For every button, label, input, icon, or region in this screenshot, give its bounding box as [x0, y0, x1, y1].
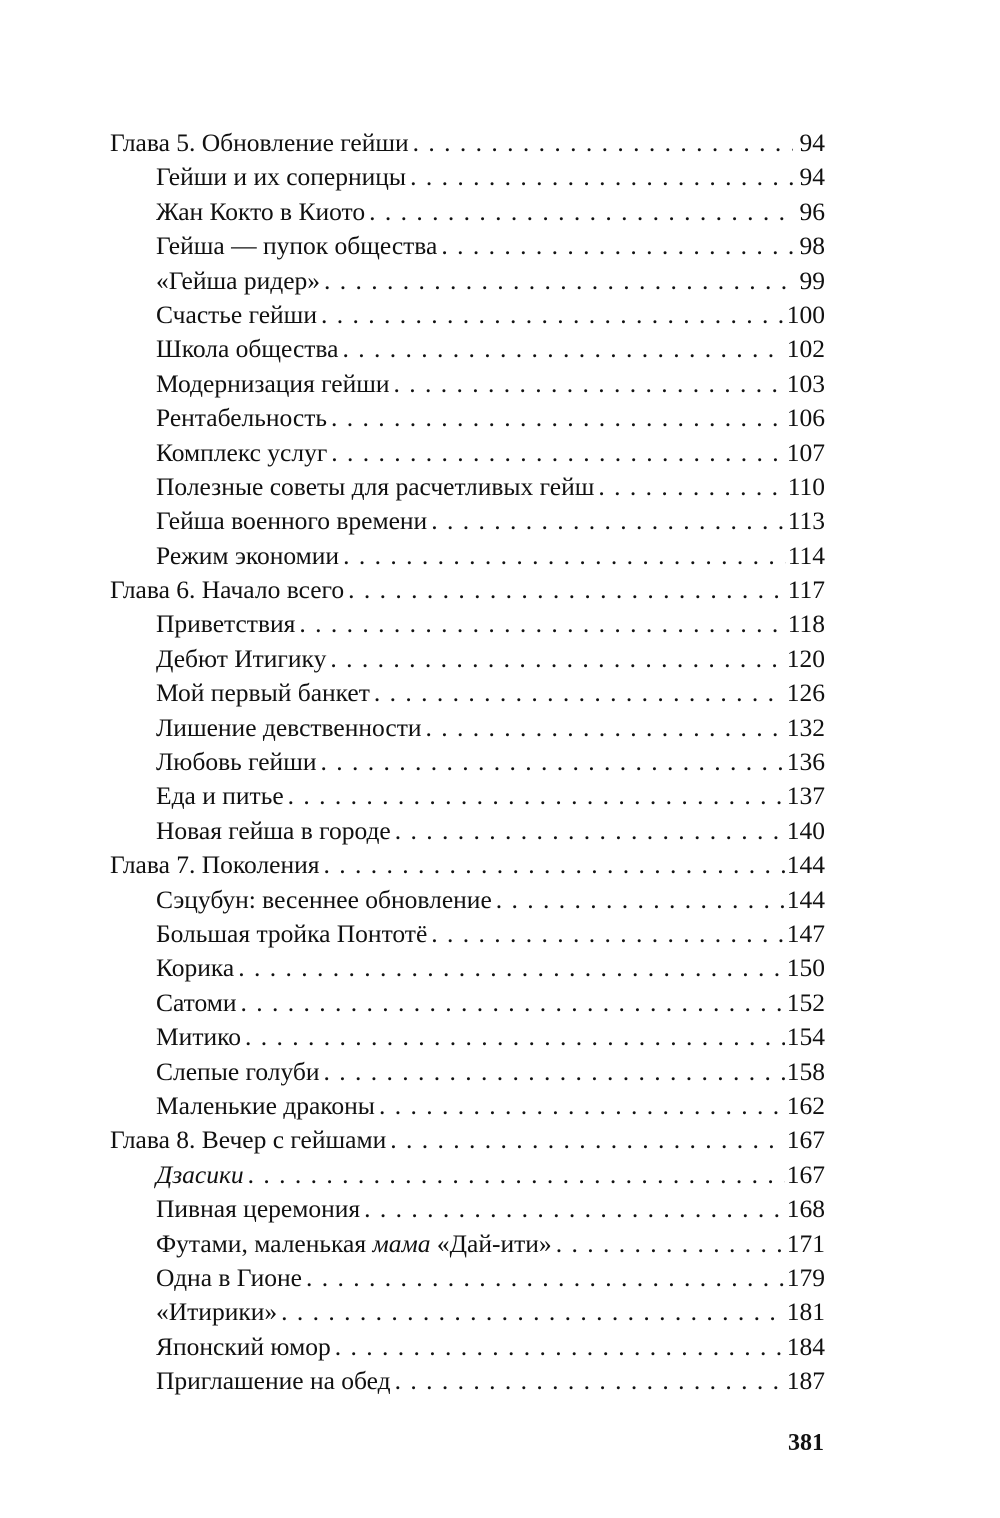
- toc-entry-title: Мой первый банкет: [156, 678, 370, 708]
- dot-leader: [330, 642, 784, 676]
- toc-entry-title: Счастье гейши: [156, 299, 317, 329]
- toc-section: [110, 779, 825, 813]
- toc-entry-title: Полезные советы для расчетливых гейш: [156, 471, 595, 501]
- toc-section: [110, 986, 825, 1020]
- toc-entry-page: 147: [786, 918, 825, 948]
- toc-chapter: [110, 848, 825, 882]
- toc-entry-page: 110: [787, 471, 825, 501]
- dot-leader: [441, 229, 793, 263]
- toc-entry-title: Гейша — пупок общества: [156, 231, 438, 261]
- dot-leader: [496, 883, 785, 917]
- toc-entry-page: 144: [786, 850, 825, 880]
- dot-leader: [395, 1364, 785, 1398]
- toc-entry-title: Пивная церемония: [156, 1194, 361, 1224]
- toc-entry-page: 120: [786, 643, 825, 673]
- toc-entry-title: Сэцубун: весеннее обновление: [156, 884, 492, 914]
- toc-entry-title: Комплекс услуг: [156, 437, 328, 467]
- dot-leader: [324, 848, 785, 882]
- toc-entry-page: 137: [786, 781, 825, 811]
- toc-entry-title: Глава 6. Начало всего: [110, 575, 345, 605]
- dot-leader: [390, 1123, 785, 1157]
- dot-leader: [394, 367, 785, 401]
- dot-leader: [413, 126, 793, 160]
- toc-entry-page: 179: [786, 1262, 825, 1292]
- toc-entry-title: Рентабельность: [156, 403, 328, 433]
- dot-leader: [598, 470, 785, 504]
- toc-entry-title: Школа общества: [156, 334, 339, 364]
- dot-leader: [426, 711, 785, 745]
- toc-entry-page: 114: [787, 540, 825, 570]
- dot-leader: [374, 676, 785, 710]
- toc-section: [110, 1020, 825, 1054]
- toc-entry-title: Любовь гейши: [156, 747, 317, 777]
- dot-leader: [321, 298, 785, 332]
- toc-section: [110, 607, 825, 641]
- toc-section: [110, 917, 825, 951]
- toc-entry-title: «Итирики»: [156, 1297, 278, 1327]
- toc-entry-page: 107: [786, 437, 825, 467]
- toc-section: [110, 195, 825, 229]
- toc-entry-title: Модернизация гейши: [156, 368, 390, 398]
- toc-entry-page: 103: [786, 368, 825, 398]
- dot-leader: [364, 1192, 785, 1226]
- dot-leader: [331, 436, 784, 470]
- dot-leader: [238, 951, 785, 985]
- toc-section: [110, 1055, 825, 1089]
- table-of-contents: [110, 126, 825, 1398]
- toc-entry-title: Глава 5. Обновление гейши: [110, 128, 409, 157]
- toc-entry-page: 168: [786, 1194, 825, 1224]
- toc-entry-title-italic: Дзасики: [156, 1159, 244, 1189]
- dot-leader: [306, 1261, 785, 1295]
- dot-leader: [556, 1227, 785, 1261]
- dot-leader: [241, 986, 785, 1020]
- toc-entry-title: [156, 1158, 244, 1192]
- dot-leader: [431, 504, 786, 538]
- dot-leader: [431, 917, 784, 951]
- toc-section: [110, 1227, 825, 1261]
- toc-section: [110, 951, 825, 985]
- toc-entry-page: 136: [786, 747, 825, 777]
- toc-entry-title: [156, 1227, 552, 1261]
- toc-entry-title: Слепые голуби: [156, 1056, 320, 1086]
- toc-entry-title: Глава 7. Поколения: [110, 850, 320, 880]
- toc-entry-page: 94: [799, 128, 825, 157]
- toc-entry-title: Глава 8. Вечер с гейшами: [110, 1125, 387, 1155]
- toc-section: [110, 332, 825, 366]
- dot-leader: [331, 401, 785, 435]
- toc-section: [110, 160, 825, 194]
- toc-entry-title: Еда и питье: [156, 781, 284, 811]
- toc-entry-title: Режим экономии: [156, 540, 340, 570]
- toc-section: [110, 470, 825, 504]
- dot-leader: [335, 1330, 785, 1364]
- toc-section: [110, 676, 825, 710]
- toc-entry-page: 96: [799, 196, 825, 226]
- toc-entry-page: 150: [786, 953, 825, 983]
- toc-entry-title: Жан Кокто в Киото: [156, 196, 366, 226]
- toc-section: [110, 504, 825, 538]
- toc-section: [110, 229, 825, 263]
- toc-entry-page: 158: [786, 1056, 825, 1086]
- toc-entry-page: 106: [786, 403, 825, 433]
- dot-leader: [299, 607, 785, 641]
- toc-section: [110, 1295, 825, 1329]
- dot-leader: [324, 1055, 785, 1089]
- dot-leader: [348, 573, 786, 607]
- toc-section: [110, 367, 825, 401]
- toc-entry-page: 117: [787, 575, 825, 605]
- toc-entry-page: 118: [787, 609, 825, 639]
- toc-section: [110, 745, 825, 779]
- toc-entry-page: 140: [786, 815, 825, 845]
- dot-leader: [343, 539, 786, 573]
- toc-section: [110, 1192, 825, 1226]
- toc-section: [110, 883, 825, 917]
- toc-entry-title: Лишение девственности: [156, 712, 422, 742]
- toc-entry-title: Японский юмор: [156, 1331, 331, 1361]
- toc-entry-title-part: Футами, маленькая: [156, 1228, 373, 1258]
- toc-section: [110, 642, 825, 676]
- toc-section: [110, 264, 825, 298]
- toc-section: [110, 539, 825, 573]
- toc-section: [110, 711, 825, 745]
- toc-entry-title: Приглашение на обед: [156, 1366, 391, 1396]
- toc-chapter: [110, 1123, 825, 1157]
- toc-entry-title-italic: мама: [372, 1228, 431, 1258]
- toc-entry-page: 98: [799, 231, 825, 261]
- dot-leader: [369, 195, 793, 229]
- toc-entry-title: Гейши и их соперницы: [156, 162, 407, 192]
- dot-leader: [288, 779, 785, 813]
- toc-entry-page: 100: [786, 299, 825, 329]
- toc-entry-title: Митико: [156, 1022, 241, 1052]
- dot-leader: [320, 745, 784, 779]
- toc-entry-page: 167: [786, 1125, 825, 1155]
- toc-entry-title: Сатоми: [156, 987, 237, 1017]
- toc-entry-page: 94: [799, 162, 825, 192]
- toc-entry-page: 99: [799, 265, 825, 295]
- dot-leader: [324, 264, 793, 298]
- toc-entry-title-part: «Дай-ити»: [430, 1228, 552, 1258]
- toc-section: [110, 814, 825, 848]
- dot-leader: [379, 1089, 785, 1123]
- toc-section: [110, 436, 825, 470]
- toc-entry-page: 126: [786, 678, 825, 708]
- toc-entry-page: 113: [787, 506, 825, 536]
- toc-entry-page: 102: [786, 334, 825, 364]
- toc-entry-page: 181: [786, 1297, 825, 1327]
- toc-entry-page: 152: [786, 987, 825, 1017]
- toc-entry-title: Приветствия: [156, 609, 296, 639]
- dot-leader: [245, 1020, 785, 1054]
- toc-section: [110, 1261, 825, 1295]
- toc-section: [110, 1089, 825, 1123]
- toc-entry-title: Гейша военного времени: [156, 506, 428, 536]
- toc-chapter: [110, 126, 825, 160]
- toc-entry-title: Большая тройка Понтотё: [156, 918, 428, 948]
- toc-entry-title: Маленькие драконы: [156, 1090, 375, 1120]
- dot-leader: [395, 814, 785, 848]
- dot-leader: [248, 1158, 785, 1192]
- page-number: 381: [788, 1430, 824, 1456]
- toc-section: [110, 1364, 825, 1398]
- toc-section: [110, 298, 825, 332]
- toc-entry-page: 171: [786, 1228, 825, 1258]
- toc-entry-page: 144: [786, 884, 825, 914]
- toc-section: [110, 1158, 825, 1192]
- toc-section: [110, 1330, 825, 1364]
- dot-leader: [281, 1295, 785, 1329]
- toc-entry-title: Дебют Итигику: [156, 643, 327, 673]
- toc-section: [110, 401, 825, 435]
- toc-entry-title: Корика: [156, 953, 235, 983]
- toc-entry-page: 162: [786, 1090, 825, 1120]
- toc-entry-page: 154: [786, 1022, 825, 1052]
- toc-entry-title: «Гейша ридер»: [156, 265, 321, 295]
- toc-chapter: [110, 573, 825, 607]
- toc-entry-title: Новая гейша в городе: [156, 815, 391, 845]
- dot-leader: [342, 332, 784, 366]
- toc-entry-page: 132: [786, 712, 825, 742]
- dot-leader: [410, 160, 793, 194]
- toc-entry-title: Одна в Гионе: [156, 1262, 302, 1292]
- toc-entry-page: 187: [786, 1366, 825, 1396]
- toc-entry-page: 184: [786, 1331, 825, 1361]
- toc-entry-page: 167: [786, 1159, 825, 1189]
